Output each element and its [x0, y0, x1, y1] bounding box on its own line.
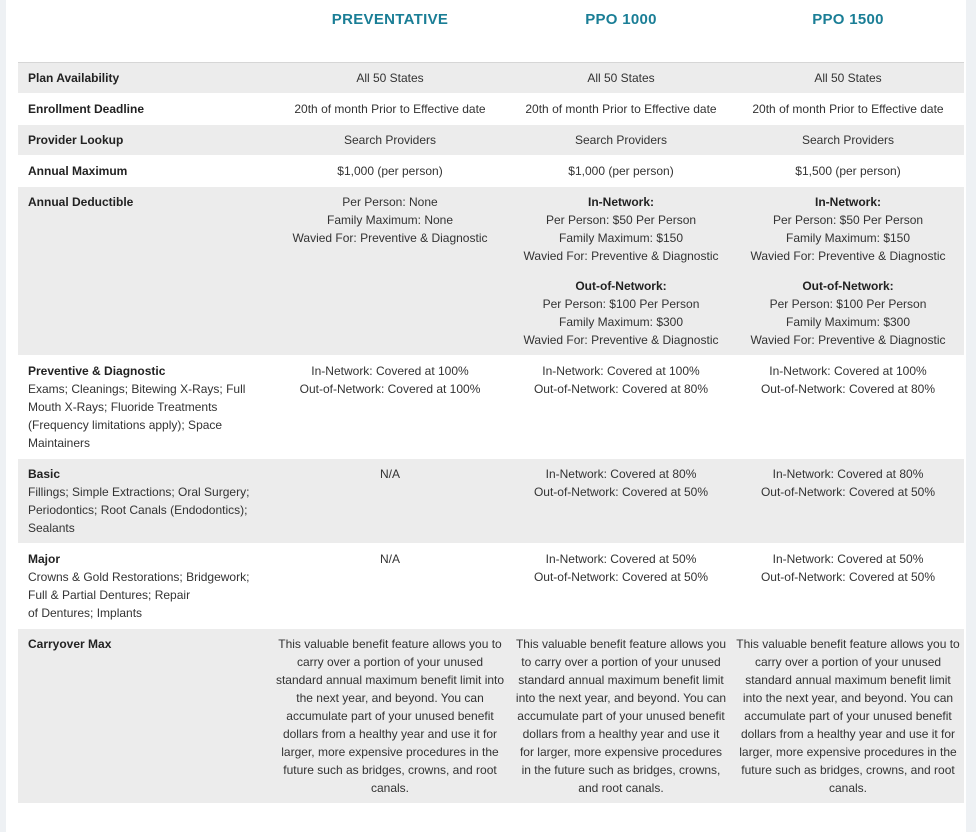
row-description-line: Crowns & Gold Restorations; Bridgework; [28, 570, 250, 584]
cell-value: This valuable benefit feature allows you to carry over a portion of your unused standard annual maximum benefit limit into the next year, and beyond. You can accumulate part of your unused benefit dollars from a healthy year and use it for larger, more expensive procedures in the future such as bridges, crowns, and root canals. [510, 629, 732, 804]
deductible-line: Family Maximum: $300 [558, 315, 684, 329]
deductible-line: Wavied For: Preventive & Diagnostic [523, 249, 719, 263]
plan-header-ppo-1500: PPO 1500 [812, 11, 884, 28]
cell-value [510, 459, 732, 544]
row-label: Basic [28, 467, 61, 481]
plan-header-preventative: PREVENTATIVE [331, 11, 449, 28]
search-providers-link[interactable]: Search Providers [510, 125, 732, 156]
coverage-line: Out-of-Network: Covered at 100% [299, 382, 481, 396]
cell-value [732, 356, 964, 459]
cell-value [270, 459, 510, 544]
row-label: Annual Maximum [18, 156, 270, 187]
cell-value: This valuable benefit feature allows you to carry over a portion of your unused standard annual maximum benefit limit into the next year, and beyond. You can accumulate part of your unused benefit dollars from a healthy year and use it for larger, more expensive procedures in the future such as bridges, crowns, and root canals. [732, 629, 964, 804]
coverage-line: Out-of-Network: Covered at 80% [533, 382, 709, 396]
row-annual-deductible [18, 187, 964, 356]
cell-value [270, 187, 510, 356]
deductible-line: Wavied For: Preventive & Diagnostic [292, 231, 488, 245]
cell-value: 20th of month Prior to Effective date [510, 94, 732, 125]
row-label: Major [28, 552, 61, 566]
cell-value: $1,500 (per person) [732, 156, 964, 187]
deductible-line: Per Person: $50 Per Person [545, 213, 697, 227]
row-provider-lookup [18, 125, 964, 156]
out-of-network-heading: Out-of-Network: [802, 279, 894, 293]
coverage-line: In-Network: Covered at 50% [545, 552, 697, 566]
deductible-line: Wavied For: Preventive & Diagnostic [750, 333, 946, 347]
coverage-line: In-Network: Covered at 100% [769, 364, 927, 378]
coverage-line: Out-of-Network: Covered at 50% [533, 570, 709, 584]
deductible-line: Per Person: $100 Per Person [769, 297, 927, 311]
cell-value: All 50 States [732, 63, 964, 94]
row-label-cell [18, 544, 270, 629]
coverage-line: In-Network: Covered at 80% [772, 467, 924, 481]
cell-value [732, 459, 964, 544]
row-description: Exams; Cleanings; Bitewing X-Rays; Full Mouth X-Rays; Fluoride Treatments (Frequency limitations apply); Space Maintainers [28, 382, 246, 450]
coverage-line: In-Network: Covered at 50% [772, 552, 924, 566]
coverage-line: Out-of-Network: Covered at 50% [760, 485, 936, 499]
deductible-line: Per Person: $50 Per Person [772, 213, 924, 227]
row-annual-maximum [18, 156, 964, 187]
coverage-line: In-Network: Covered at 100% [542, 364, 700, 378]
coverage-line: Out-of-Network: Covered at 50% [533, 485, 709, 499]
row-major [18, 544, 964, 629]
row-carryover-max [18, 629, 964, 804]
row-basic [18, 459, 964, 544]
deductible-line: Family Maximum: $300 [785, 315, 911, 329]
cell-value: This valuable benefit feature allows you to carry over a portion of your unused standard annual maximum benefit limit into the next year, and beyond. You can accumulate part of your unused benefit dollars from a healthy year and use it for larger, more expensive procedures in the future such as bridges, crowns, and root canals. [270, 629, 510, 804]
deductible-line: Wavied For: Preventive & Diagnostic [523, 333, 719, 347]
deductible-line: Per Person: $100 Per Person [542, 297, 700, 311]
plan-header-row [18, 3, 964, 63]
coverage-line: Out-of-Network: Covered at 50% [760, 570, 936, 584]
row-label: Plan Availability [18, 63, 270, 94]
cell-value: $1,000 (per person) [510, 156, 732, 187]
deductible-line: Family Maximum: $150 [558, 231, 684, 245]
row-enrollment-deadline [18, 94, 964, 125]
coverage-line: In-Network: Covered at 80% [545, 467, 697, 481]
deductible-line: Family Maximum: None [326, 213, 454, 227]
row-label: Enrollment Deadline [18, 94, 270, 125]
row-description-line: Full & Partial Dentures; Repair [28, 588, 191, 602]
row-label: Provider Lookup [18, 125, 270, 156]
row-description-line: of Dentures; Implants [28, 606, 143, 620]
in-network-heading: In-Network: [588, 195, 654, 209]
coverage-line: N/A [379, 552, 400, 566]
search-providers-link[interactable]: Search Providers [732, 125, 964, 156]
in-network-heading: In-Network: [815, 195, 881, 209]
cell-value [510, 356, 732, 459]
row-label-cell [18, 356, 270, 459]
cell-value: 20th of month Prior to Effective date [270, 94, 510, 125]
coverage-line: N/A [379, 467, 400, 481]
coverage-line: Out-of-Network: Covered at 80% [760, 382, 936, 396]
row-preventive-diagnostic [18, 356, 964, 459]
header-empty-cell [18, 3, 270, 63]
row-label: Annual Deductible [18, 187, 270, 356]
cell-value [732, 544, 964, 629]
page-sheet [6, 0, 966, 832]
cell-value [510, 544, 732, 629]
cell-value: 20th of month Prior to Effective date [732, 94, 964, 125]
cell-value [270, 356, 510, 459]
cell-value [732, 187, 964, 356]
coverage-line: In-Network: Covered at 100% [311, 364, 469, 378]
deductible-line: Family Maximum: $150 [785, 231, 911, 245]
row-label: Carryover Max [18, 629, 270, 804]
row-label: Preventive & Diagnostic [28, 364, 166, 378]
cell-value: All 50 States [510, 63, 732, 94]
row-description: Fillings; Simple Extractions; Oral Surgery; Periodontics; Root Canals (Endodontics); Sealants [28, 485, 250, 535]
row-plan-availability [18, 63, 964, 94]
cell-value: $1,000 (per person) [270, 156, 510, 187]
plan-header-ppo-1000: PPO 1000 [585, 11, 657, 28]
row-label-cell [18, 459, 270, 544]
out-of-network-heading: Out-of-Network: [575, 279, 667, 293]
cell-value [510, 187, 732, 356]
deductible-line: Per Person: None [342, 195, 438, 209]
search-providers-link[interactable]: Search Providers [270, 125, 510, 156]
cell-value [270, 544, 510, 629]
cell-value: All 50 States [270, 63, 510, 94]
deductible-line: Wavied For: Preventive & Diagnostic [750, 249, 946, 263]
plan-comparison-table [18, 3, 964, 803]
